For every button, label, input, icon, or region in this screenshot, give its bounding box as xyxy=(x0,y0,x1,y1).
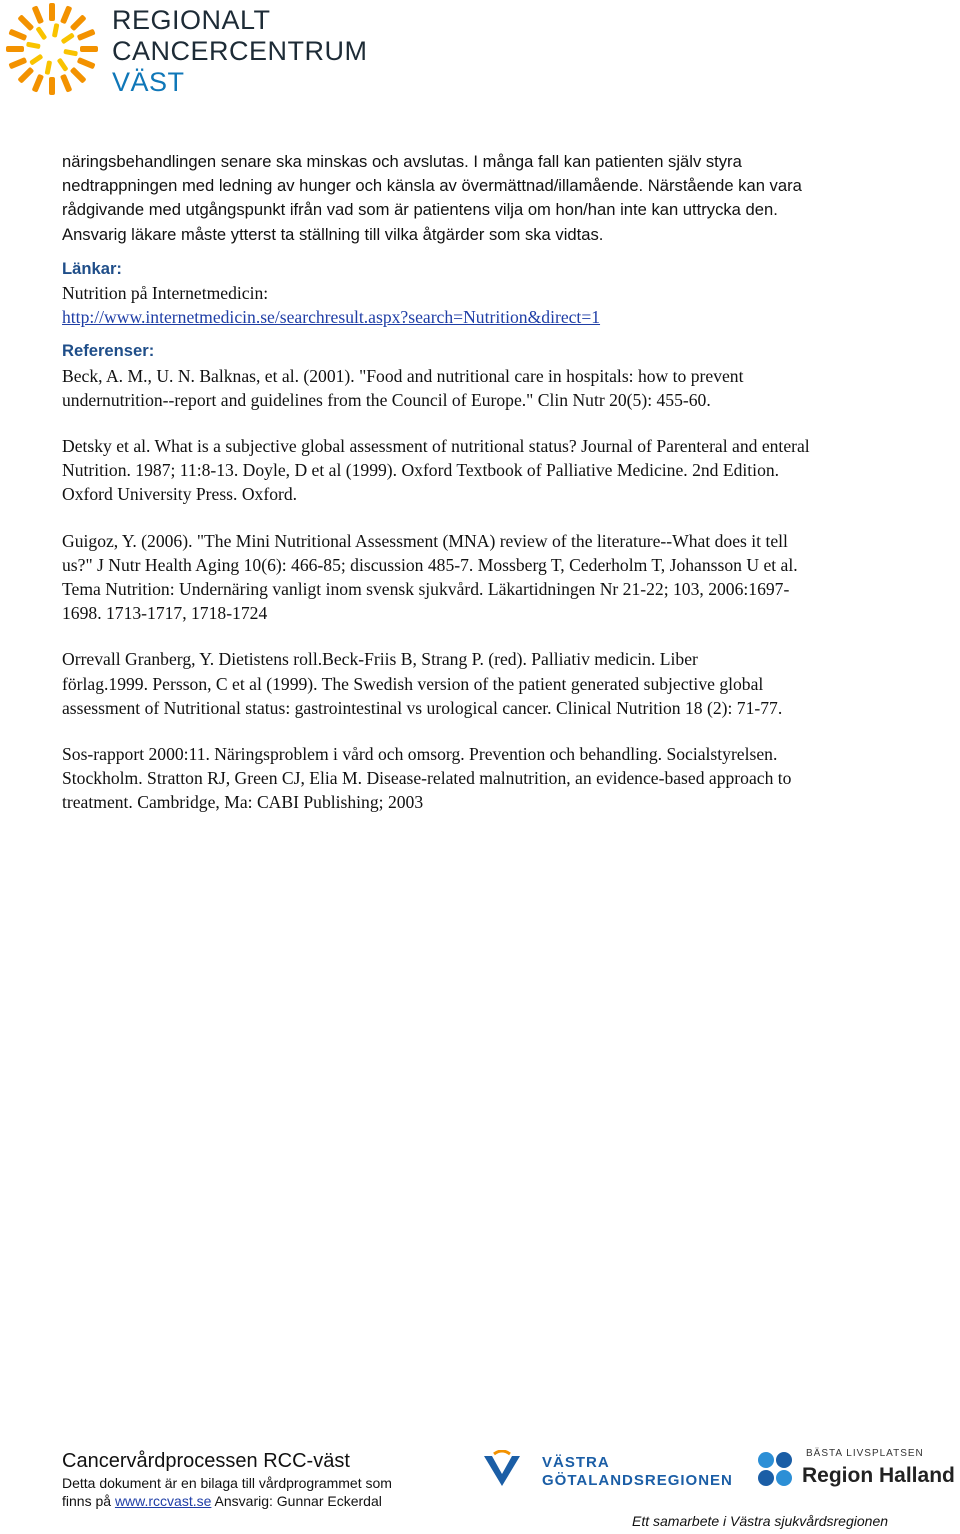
references-heading: Referenser: xyxy=(62,341,155,361)
footer-title: Cancervårdprocessen RCC-väst xyxy=(62,1450,350,1472)
logo-line-1: REGIONALT xyxy=(112,5,271,35)
halland-tagline: BÄSTA LIVSPLATSEN xyxy=(806,1448,924,1459)
reference-entry xyxy=(62,529,952,626)
logo-line-3: VÄST xyxy=(112,67,185,97)
footer-line-2 xyxy=(62,1492,562,1510)
logo-line-2: CANCERCENTRUM xyxy=(112,36,368,66)
reference-line: Sos-rapport 2000:11. Näringsproblem i vård och omsorg. Prevention och behandling. Socialstyrelsen. xyxy=(62,744,778,765)
intro-line: nedtrappningen med ledning av hunger och känsla av övermättnad/illamående. Närstående kan vara xyxy=(62,176,802,196)
reference-line: Orrevall Granberg, Y. Dietistens roll.Beck-Friis B, Strang P. (red). Palliativ medicin. Liber xyxy=(62,649,698,670)
reference-line: Nutrition. 1987; 11:8-13. Doyle, D et al (1999). Oxford Textbook of Palliative Medicine. 2nd Edition. xyxy=(62,460,780,481)
footer-prefix: finns på xyxy=(62,1493,112,1509)
halland-emblem-icon xyxy=(752,1448,798,1496)
reference-entry xyxy=(62,364,952,412)
vgr-emblem-icon xyxy=(480,1450,524,1492)
intro-line: rådgivande med utgångspunkt ifrån vad som är patientens vilja om hon/han inte kan uttrycka den. xyxy=(62,200,778,220)
reference-entry xyxy=(62,434,952,507)
halland-name: Region Halland xyxy=(802,1464,955,1487)
reference-line: Beck, A. M., U. N. Balknas, et al. (2001). "Food and nutritional care in hospitals: how to prevent xyxy=(62,365,744,386)
reference-line: Oxford University Press. Oxford. xyxy=(62,484,298,505)
reference-line: Tema Nutrition: Undernäring vanligt inom svensk sjukvård. Läkartidningen Nr 21-22; 103, 2006:1697- xyxy=(62,579,790,600)
reference-line: assessment of Nutritional status: gastrointestinal vs urological cancer. Clinical Nutrition 18 (2): 71-77. xyxy=(62,697,783,718)
reference-line: treatment. Cambridge, Ma: CABI Publishing; 2003 xyxy=(62,792,424,813)
intro-line: Ansvarig läkare måste ytterst ta ställning till vilka åtgärder som ska vidtas. xyxy=(62,224,604,244)
rccvast-link[interactable]: www.rccvast.se xyxy=(114,1493,212,1509)
vgr-logo-line-2: GÖTALANDSREGIONEN xyxy=(542,1472,733,1489)
vgr-logo xyxy=(480,1450,733,1492)
rcc-vast-logo xyxy=(4,2,368,97)
region-halland-logo xyxy=(752,1444,958,1498)
reference-line: undernutrition--report and guidelines from the Council of Europe." Clin Nutr 20(5): 455-60. xyxy=(62,389,711,410)
links-label: Nutrition på Internetmedicin: xyxy=(62,283,269,304)
vgr-logo-line-1: VÄSTRA xyxy=(542,1454,610,1471)
reference-line: Stockholm. Stratton RJ, Green CJ, Elia M. Disease-related malnutrition, an evidence-based approach to xyxy=(62,768,792,789)
intro-line: näringsbehandlingen senare ska minskas och avslutas. I många fall kan patienten själv styra xyxy=(62,152,742,171)
reference-entry xyxy=(62,742,952,815)
sun-logo-icon xyxy=(4,2,100,96)
reference-line: förlag.1999. Persson, C et al (1999). The Swedish version of the patient generated subjective global xyxy=(62,673,764,694)
reference-line: 1698. 1713-1717, 1718-1724 xyxy=(62,603,268,624)
reference-line: Guigoz, Y. (2006). "The Mini Nutritional Assessment (MNA) review of the literature--What does it tell xyxy=(62,530,788,551)
links-heading: Länkar: xyxy=(62,258,122,278)
internetmedicin-link[interactable]: http://www.internetmedicin.se/searchresult.aspx?search=Nutrition&direct=1 xyxy=(62,307,601,328)
reference-line: Detsky et al. What is a subjective global assessment of nutritional status? Journal of Parenteral and enteral xyxy=(62,436,810,457)
document-body xyxy=(62,150,952,815)
reference-entry xyxy=(62,647,952,720)
footer-responsible: Ansvarig: Gunnar Eckerdal xyxy=(214,1493,382,1509)
footer-line-1: Detta dokument är en bilaga till vårdprogrammet som xyxy=(62,1475,392,1491)
reference-line: us?" J Nutr Health Aging 10(6): 466-85; discussion 485-7. Mossberg T, Cederholm T, Johansson U et al. xyxy=(62,554,798,575)
footer-collaboration: Ett samarbete i Västra sjukvårdsregionen xyxy=(632,1513,889,1529)
